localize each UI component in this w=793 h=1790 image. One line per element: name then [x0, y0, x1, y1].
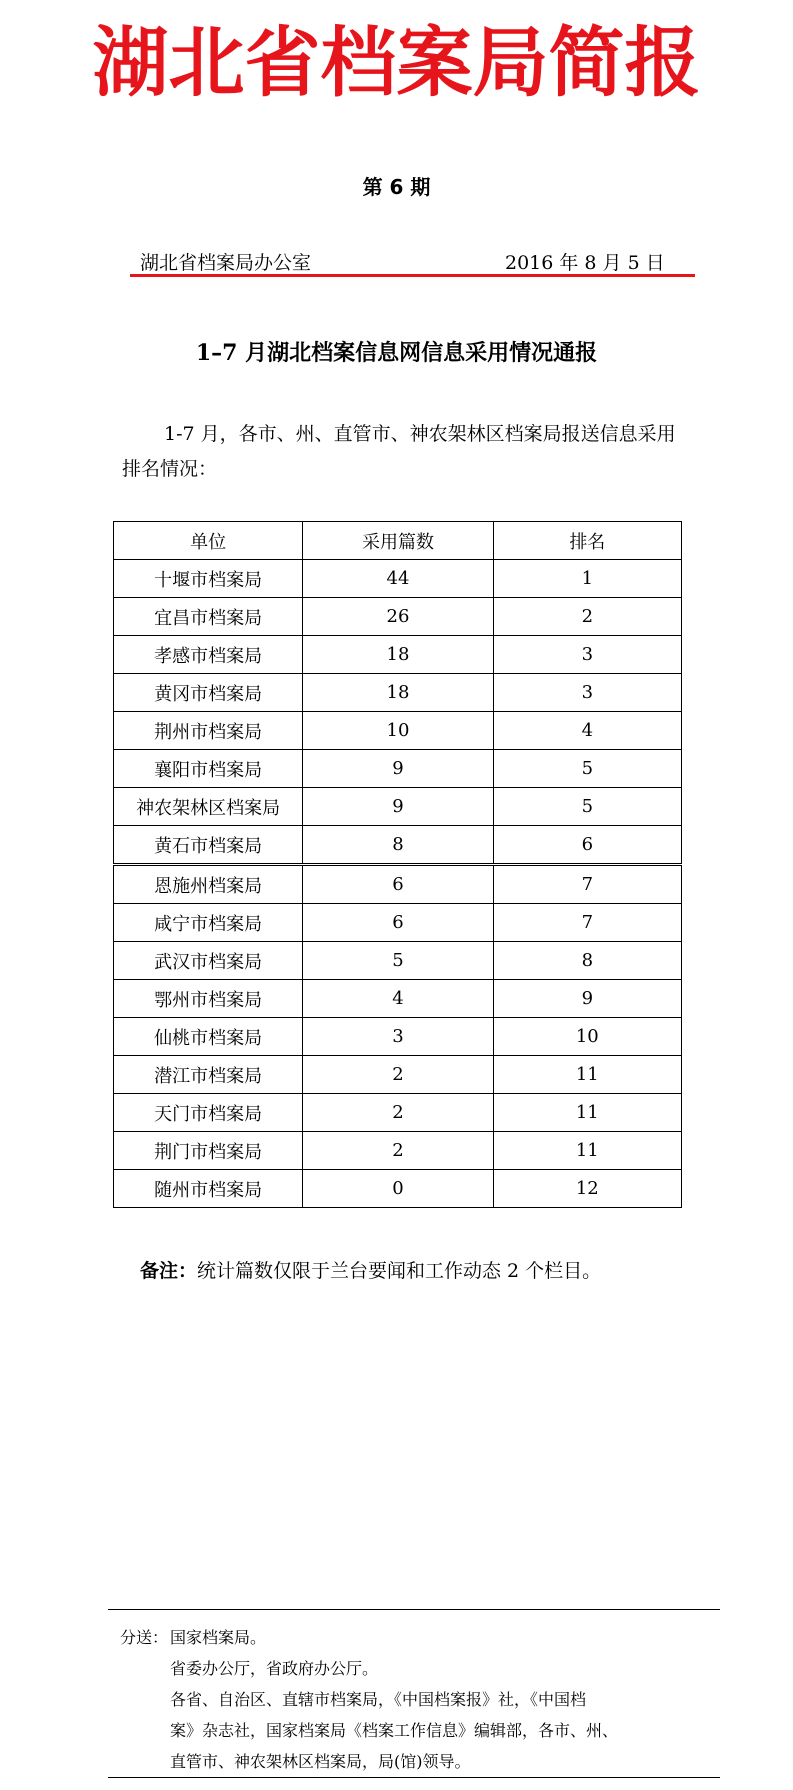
- cell-unit: 鄂州市档案局: [114, 980, 303, 1018]
- table-row: [114, 674, 682, 712]
- table-row: [114, 712, 682, 750]
- masthead: 湖北省档案局简报: [92, 18, 701, 107]
- cell-unit: 荆州市档案局: [114, 712, 303, 750]
- cell-rank: 6: [493, 826, 681, 865]
- red-divider: [130, 274, 695, 277]
- cell-rank: 4: [493, 712, 681, 750]
- issue-number: 第 6 期: [362, 175, 431, 199]
- cell-count: 6: [303, 865, 493, 904]
- table-row: [114, 1056, 682, 1094]
- cell-unit: 武汉市档案局: [114, 942, 303, 980]
- table-body: [114, 560, 682, 1208]
- cell-count: 4: [303, 980, 493, 1018]
- issue-date: 2016 年 8 月 5 日: [505, 252, 665, 274]
- footer-top-rule: [108, 1609, 720, 1610]
- document-title: 1–7 月湖北档案信息网信息采用情况通报: [195, 340, 598, 366]
- cell-count: 5: [303, 942, 493, 980]
- cell-count: 18: [303, 674, 493, 712]
- cell-count: 9: [303, 750, 493, 788]
- cell-count: 9: [303, 788, 493, 826]
- cell-rank: 7: [493, 904, 681, 942]
- cell-count: 6: [303, 904, 493, 942]
- table-row: [114, 1170, 682, 1208]
- note-label: 备注：: [140, 1260, 198, 1282]
- distribution-list: [170, 1622, 690, 1777]
- cell-count: 18: [303, 636, 493, 674]
- table-row: [114, 598, 682, 636]
- distribution-line: 各省、自治区、直辖市档案局，《中国档案报》社，《中国档: [170, 1690, 587, 1709]
- cell-count: 44: [303, 560, 493, 598]
- distribution-line: 省委办公厅，省政府办公厅。: [170, 1659, 379, 1678]
- cell-rank: 9: [493, 980, 681, 1018]
- issuing-office: 湖北省档案局办公室: [140, 252, 312, 274]
- header-rank: 排名: [493, 522, 681, 560]
- cell-rank: 2: [493, 598, 681, 636]
- distribution-label: 分送：: [120, 1628, 169, 1647]
- table-row: [114, 826, 682, 865]
- cell-count: 0: [303, 1170, 493, 1208]
- cell-rank: 1: [493, 560, 681, 598]
- distribution-line: 国家档案局。: [170, 1628, 267, 1647]
- cell-rank: 7: [493, 865, 681, 904]
- table-row: [114, 1132, 682, 1170]
- cell-rank: 5: [493, 750, 681, 788]
- cell-count: 3: [303, 1018, 493, 1056]
- cell-unit: 襄阳市档案局: [114, 750, 303, 788]
- intro-paragraph: 1-7 月，各市、州、直管市、神农架林区档案局报送信息采用排名情况：: [122, 423, 676, 480]
- cell-unit: 神农架林区档案局: [114, 788, 303, 826]
- ranking-table: [113, 521, 682, 1208]
- table-row: [114, 788, 682, 826]
- cell-rank: 11: [493, 1132, 681, 1170]
- table-header-row: [114, 522, 682, 560]
- cell-rank: 12: [493, 1170, 681, 1208]
- distribution-line: 案》杂志社，国家档案局《档案工作信息》编辑部，各市、州、: [170, 1721, 619, 1740]
- table-row: [114, 750, 682, 788]
- cell-count: 2: [303, 1094, 493, 1132]
- table-row: [114, 865, 682, 904]
- table-row: [114, 560, 682, 598]
- note: [140, 1256, 601, 1283]
- table-row: [114, 942, 682, 980]
- header-count: 采用篇数: [303, 522, 493, 560]
- table-row: [114, 904, 682, 942]
- cell-count: 2: [303, 1132, 493, 1170]
- cell-rank: 3: [493, 636, 681, 674]
- cell-rank: 5: [493, 788, 681, 826]
- cell-count: 26: [303, 598, 493, 636]
- cell-unit: 黄石市档案局: [114, 826, 303, 865]
- cell-unit: 孝感市档案局: [114, 636, 303, 674]
- cell-count: 8: [303, 826, 493, 865]
- cell-unit: 黄冈市档案局: [114, 674, 303, 712]
- cell-count: 2: [303, 1056, 493, 1094]
- cell-unit: 天门市档案局: [114, 1094, 303, 1132]
- cell-unit: 宜昌市档案局: [114, 598, 303, 636]
- table-row: [114, 980, 682, 1018]
- table-row: [114, 1018, 682, 1056]
- header-unit: 单位: [114, 522, 303, 560]
- cell-rank: 11: [493, 1056, 681, 1094]
- cell-unit: 咸宁市档案局: [114, 904, 303, 942]
- cell-unit: 荆门市档案局: [114, 1132, 303, 1170]
- cell-count: 10: [303, 712, 493, 750]
- footer-bottom-rule: [108, 1777, 720, 1778]
- cell-rank: 8: [493, 942, 681, 980]
- cell-rank: 10: [493, 1018, 681, 1056]
- note-text: 统计篇数仅限于兰台要闻和工作动态 2 个栏目。: [197, 1260, 602, 1282]
- cell-unit: 恩施州档案局: [114, 865, 303, 904]
- cell-unit: 仙桃市档案局: [114, 1018, 303, 1056]
- cell-unit: 随州市档案局: [114, 1170, 303, 1208]
- table-row: [114, 1094, 682, 1132]
- table-row: [114, 636, 682, 674]
- cell-rank: 3: [493, 674, 681, 712]
- cell-rank: 11: [493, 1094, 681, 1132]
- cell-unit: 十堰市档案局: [114, 560, 303, 598]
- cell-unit: 潜江市档案局: [114, 1056, 303, 1094]
- distribution-line: 直管市、神农架林区档案局，局(馆)领导。: [170, 1752, 471, 1771]
